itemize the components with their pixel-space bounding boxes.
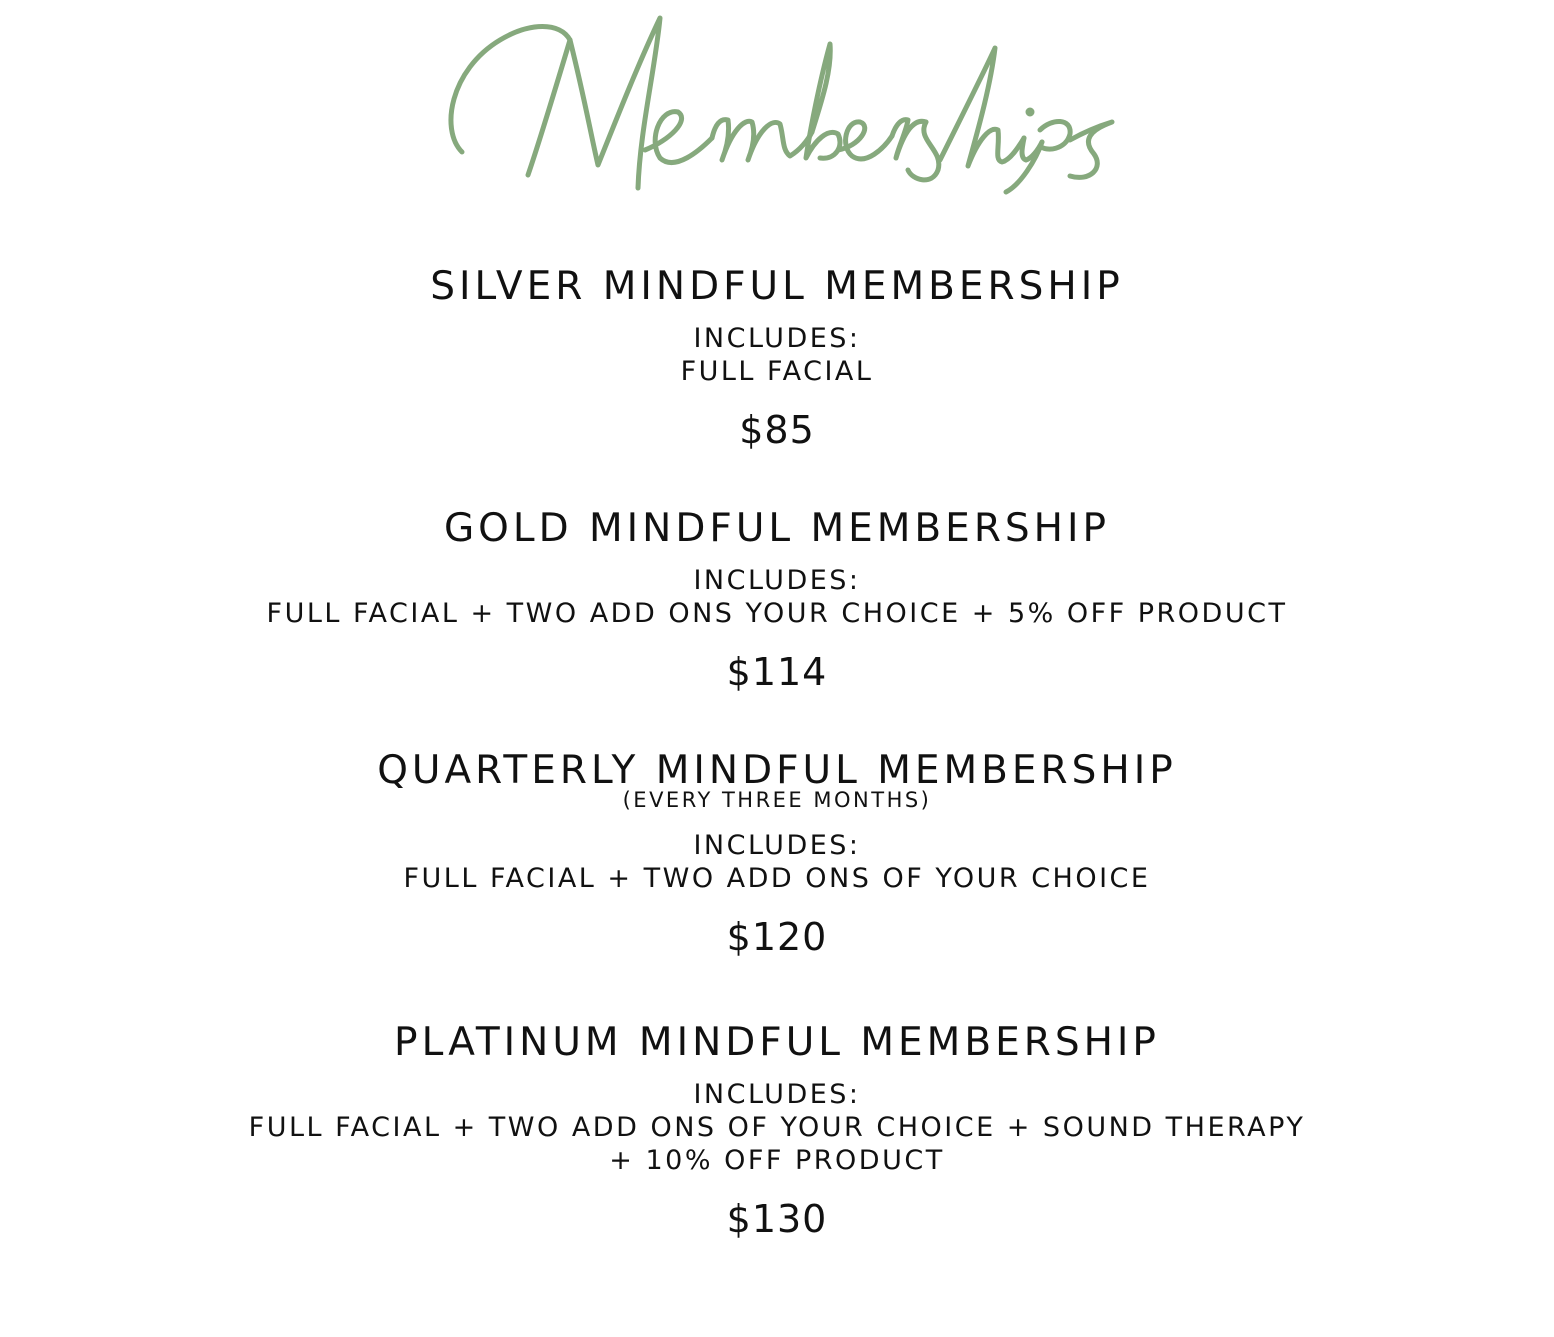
plan-price: $130	[726, 1197, 828, 1241]
plan-platinum	[0, 1020, 1554, 1241]
plan-name: SILVER MINDFUL MEMBERSHIP	[430, 264, 1124, 309]
includes-label: INCLUDES:	[693, 323, 861, 354]
includes-label: INCLUDES:	[693, 1079, 861, 1110]
plan-details: FULL FACIAL + TWO ADD ONS YOUR CHOICE + 5% OFF PRODUCT	[266, 598, 1288, 629]
plan-price: $85	[739, 408, 815, 452]
plan-name: GOLD MINDFUL MEMBERSHIP	[443, 506, 1111, 551]
plan-subtitle: (EVERY THREE MONTHS)	[622, 788, 932, 812]
plan-price: $120	[726, 915, 828, 959]
includes-label: INCLUDES:	[693, 565, 861, 596]
memberships-script-title	[0, 0, 1554, 215]
page-title	[0, 0, 1554, 215]
plan-silver	[0, 264, 1554, 452]
plan-details: FULL FACIAL	[680, 356, 874, 387]
plan-name: PLATINUM MINDFUL MEMBERSHIP	[394, 1020, 1160, 1065]
plan-gold	[0, 506, 1554, 694]
plan-price: $114	[726, 650, 828, 694]
plan-details: FULL FACIAL + TWO ADD ONS OF YOUR CHOICE	[403, 863, 1151, 894]
plan-name: QUARTERLY MINDFUL MEMBERSHIP	[377, 748, 1177, 793]
plan-quarterly	[0, 748, 1554, 959]
includes-label: INCLUDES:	[693, 830, 861, 861]
plan-details-continued: + 10% OFF PRODUCT	[609, 1145, 945, 1176]
plan-details: FULL FACIAL + TWO ADD ONS OF YOUR CHOICE + SOUND THERAPY	[248, 1112, 1306, 1143]
